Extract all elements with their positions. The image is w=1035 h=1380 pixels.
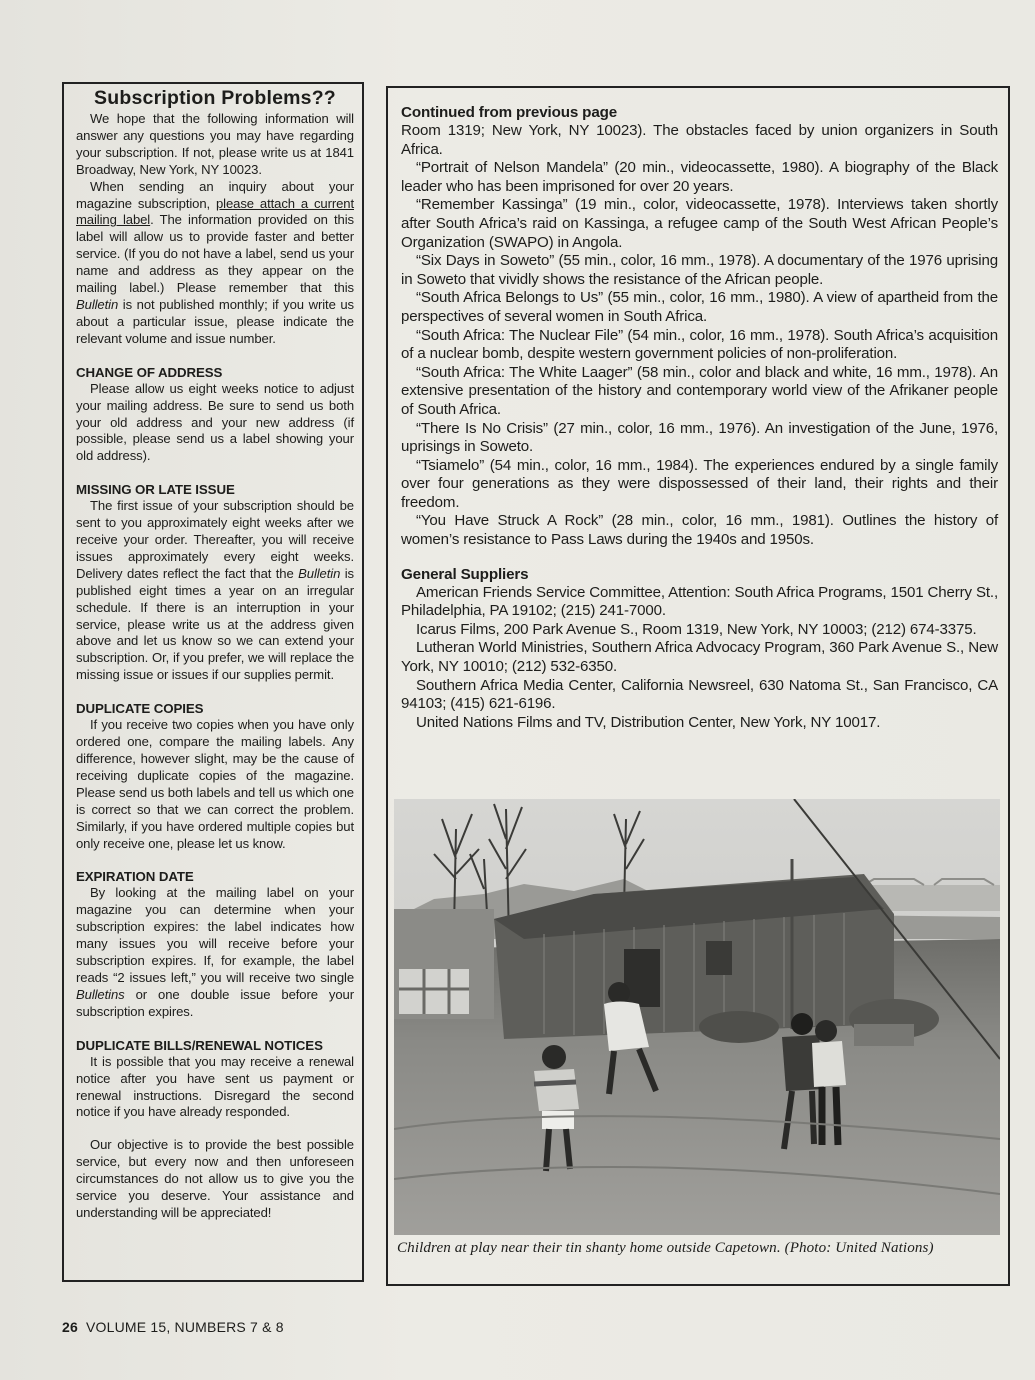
subscription-sidebar: [62, 82, 364, 1282]
duplicate-bills-text: It is possible that you may receive a renewal notice after you have sent us payment or renewal instructions. Disregard the second notice if you have already responded.: [76, 1053, 354, 1120]
expiration-date-heading: EXPIRATION DATE: [76, 869, 194, 885]
general-suppliers-heading: General Suppliers: [401, 565, 529, 583]
film-entry: Room 1319; New York, NY 10023). The obstacles faced by union organizers in South Africa.: [401, 122, 998, 158]
photo-illustration: [394, 799, 1000, 1235]
film-entry: “Remember Kassinga” (19 min., color, videocassette, 1978). Interviews taken shortly after South Africa’s raid on Kassinga, a refugee camp of the South West African People’s Organization (SWAPO) in Angola.: [401, 196, 998, 251]
sidebar-inquiry-paragraph: When sending an inquiry about your magazine subscription, please attach a current mailing label. The information provided on this label will allow us to provide faster and better service. (If you do not have a label, send us your name and address as they appear on the mailing label.) Please remember that this Bulletin is not published monthly; if you write us about a particular issue, please indicate the relevant volume and issue number.: [76, 178, 354, 346]
supplier-entry: United Nations Films and TV, Distribution Center, New York, NY 10017.: [416, 713, 881, 731]
expiration-date-text: By looking at the mailing label on your magazine you can determine when your subscription expires: the label indicates how many issues you will receive before your subscription expires. If, for example, the label reads “2 issues left,” you will receive two single Bulletins or one double issue before your subscription expires.: [76, 885, 354, 1019]
change-of-address-text: Please allow us eight weeks notice to adjust your mailing address. Be sure to send us both your old address and your new address (if possible, please send us a label showing your old address).: [76, 380, 354, 464]
supplier-entry: Lutheran World Ministries, Southern Africa Advocacy Program, 360 Park Avenue S., New York, NY 10010; (212) 532-6350.: [401, 639, 998, 676]
change-of-address-heading: CHANGE OF ADDRESS: [76, 364, 223, 380]
duplicate-copies-heading: DUPLICATE COPIES: [76, 701, 204, 717]
photo-caption: Children at play near their tin shanty home outside Capetown. (Photo: United Nations): [397, 1240, 934, 1256]
film-entry: “Six Days in Soweto” (55 min., color, 16 mm., 1978). A documentary of the 1976 uprising in Soweto that vividly shows the resistance of the African people.: [401, 252, 998, 288]
continued-heading: Continued from previous page: [401, 104, 618, 121]
sidebar-title: Subscription Problems??: [94, 87, 336, 109]
missing-issue-text: The first issue of your subscription should be sent to you approximately eight weeks after we receive your order. Thereafter, you will receive issues approximately every eight weeks. Delivery dates reflect the fact that the Bulletin is published eight times a year on an irregular schedule. If there is an interruption in your service, please write us at the address given above and let us know so we can extend your subscription. Or, if you prefer, we will replace the missing issue or issues if our supplies permit.: [76, 498, 354, 683]
film-entry: “South Africa Belongs to Us” (55 min., color, 16 mm., 1980). A view of apartheid from the perspectives of several women in South Africa.: [401, 289, 998, 325]
shanty-photo: [394, 799, 1000, 1235]
sidebar-intro: We hope that the following information will answer any questions you may have regarding your subscription. If not, please write us at 1841 Broadway, New York, NY 10023.: [76, 111, 354, 177]
supplier-entry: American Friends Service Committee, Attention: South Africa Programs, 1501 Cherry St., Philadelphia, PA 19102; (215) 241-7000.: [401, 583, 998, 620]
attach-label-note: please attach a current mailing label: [76, 195, 354, 228]
page-number: 26: [62, 1319, 78, 1335]
duplicate-copies-text: If you receive two copies when you have only ordered one, compare the mailing labels. Any difference, however slight, may be the cause of receiving duplicate copies of the magazine. Please send us both labels and tell us which one is correct so that we can correct the problem. Similarly, if you have ordered multiple copies but only receive one, please let us know.: [76, 717, 354, 851]
film-entry: “Tsiamelo” (54 min., color, 16 mm., 1984). The experiences endured by a single family over four generations as they were dispossessed of their land, their rights and their freedom.: [401, 456, 998, 511]
missing-issue-heading: MISSING OR LATE ISSUE: [76, 482, 235, 498]
supplier-entry: Southern Africa Media Center, California Newsreel, 630 Natoma St., San Francisco, CA 94103; (415) 621-6196.: [401, 676, 998, 713]
film-entry: “You Have Struck A Rock” (28 min., color, 16 mm., 1981). Outlines the history of women’s resistance to Pass Laws during the 1940s and 1950s.: [401, 512, 998, 549]
closing-note: Our objective is to provide the best possible service, but every now and then unforeseen circumstances do not allow us to give you the service you deserve. Your assistance and understanding will be appreciated!: [76, 1137, 354, 1220]
film-entry: “South Africa: The White Laager” (58 min., color and black and white, 16 mm., 1978). An extensive presentation of the history and contemporary world view of the Afrikaner people of South Africa.: [401, 363, 998, 418]
supplier-entry: Icarus Films, 200 Park Avenue S., Room 1319, New York, NY 10003; (212) 674-3375.: [416, 620, 977, 638]
page-footer: [62, 1319, 284, 1335]
duplicate-bills-heading: DUPLICATE BILLS/RENEWAL NOTICES: [76, 1037, 323, 1053]
film-entry: “There Is No Crisis” (27 min., color, 16 mm., 1976). An investigation of the June, 1976, uprisings in Soweto.: [401, 419, 998, 456]
film-entry: “Portrait of Nelson Mandela” (20 min., videocassette, 1980). A biography of the Black leader who has been imprisoned for over 20 years.: [401, 159, 998, 195]
volume-label: VOLUME 15, NUMBERS 7 & 8: [85, 1319, 284, 1335]
film-entry: “South Africa: The Nuclear File” (54 min., color, 16 mm., 1978). South Africa’s acquisition of a nuclear bomb, despite western government policies of non-proliferation.: [401, 326, 998, 363]
